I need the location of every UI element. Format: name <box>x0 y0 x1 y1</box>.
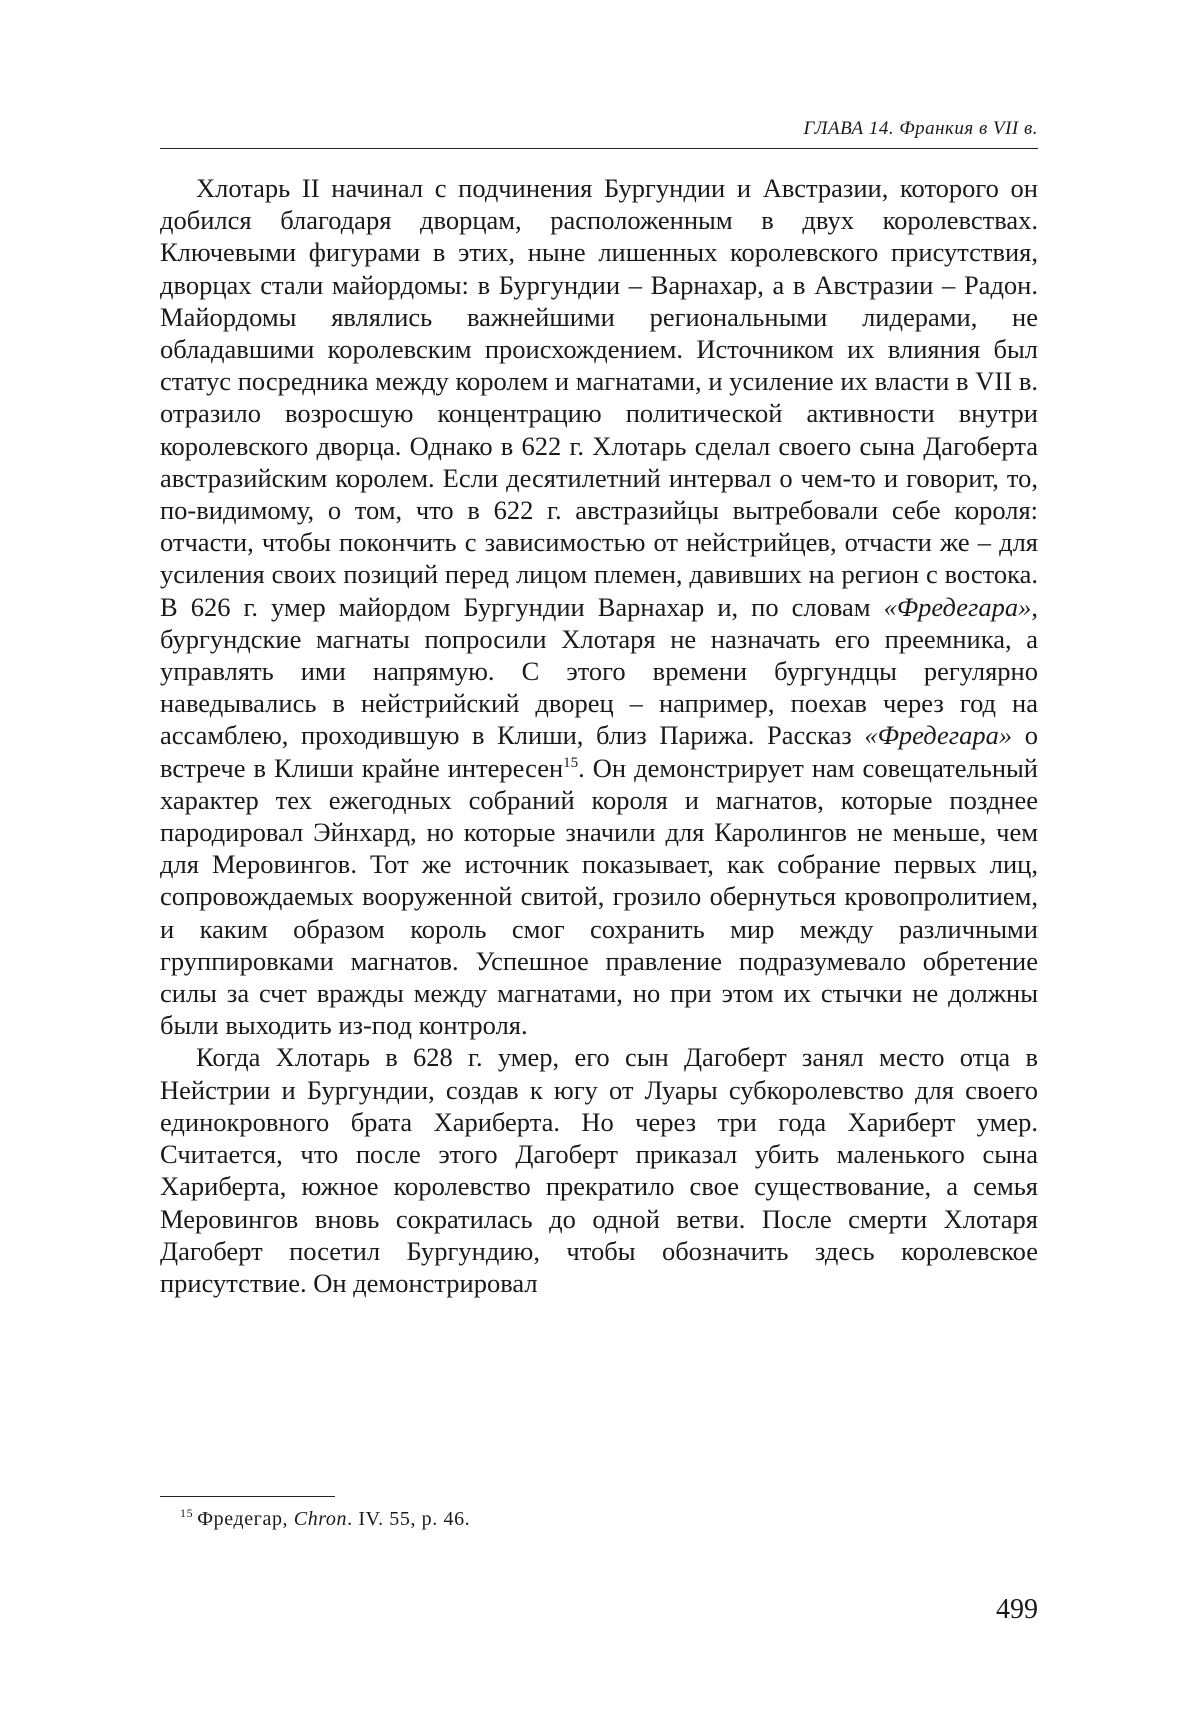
footnote-author: Фредегар, <box>197 1508 294 1530</box>
paragraph-1-part-a: Хлотарь II начинал с подчинения Бургундии и Австразии, которого он добился благодаря дворцам, расположенным в двух королевствах. Ключевыми фигурами в этих, ныне лишенных королевского присутствия, дворцах стали майордомы: в Бургундии – Варнахар, а в Австразии – Радон. Майордомы являлись важнейшими региональными лидерами, не обладавшими королевским происхождением. Источником их влияния был статус посредника между королем и магнатами, и усиление их власти в VII в. отразило возросшую концентрацию политической активности внутри королевского дворца. Однако в 622 г. Хлотарь сделал своего сына Дагоберта австразийским королем. Если десятилетний интервал о чем-то и говорит, то, по-видимому, о том, что в 622 г. австразийцы вытребовали себе короля: отчасти, чтобы покончить с зависимостью от нейстрийцев, отчасти же – для усиления своих позиций перед лицом племен, давивших на регион с востока. В 626 г. умер майордом Бургундии Варнахар и, по словам <box>160 173 1038 622</box>
header-rule <box>160 148 1038 149</box>
paragraph-1 <box>160 172 1038 1041</box>
footnote-ref: 15 <box>563 755 578 771</box>
paragraph-1-part-b: , бургундские магнаты попросили Хлотаря не назначать его преемника, а управлять ими напрямую. С этого времени бургундцы регулярно наведывались в нейстрийский дворец – например, поехав через год на ассамблею, проходившую в Клиши, близ Парижа. Рассказ <box>160 592 1038 751</box>
footnote-rule <box>160 1496 335 1497</box>
paragraph-1-part-d: . Он демонстрирует нам совещательный характер тех ежегодных собраний короля и магнатов, которые позднее пародировал Эйнхард, но которые значили для Каролингов не меньше, чем для Меровингов. Тот же источник показывает, как собрание первых лиц, сопровождаемых вооруженной свитой, грозило обернуться кровопролитием, и каким образом король смог сохранить мир между различными группировками магнатов. Успешное правление подразумевало обретение силы за счет вражды между магнатами, но при этом их стычки не должны были выходить из-под контроля. <box>160 753 1038 1041</box>
page-number: 499 <box>996 1594 1038 1626</box>
footnote-number: 15 <box>180 1506 193 1520</box>
source-title-fredegar: «Фредегара» <box>884 592 1032 622</box>
book-page <box>160 0 1038 1710</box>
main-text <box>160 172 1038 1299</box>
paragraph-1-part-c: о встрече в Клиши крайне интересен <box>160 720 1038 782</box>
footnote <box>180 1508 470 1531</box>
footnote-work: Chron <box>294 1508 347 1530</box>
paragraph-2: Когда Хлотарь в 628 г. умер, его сын Дагоберт занял место отца в Нейстрии и Бургундии, создав к югу от Луары субкоролевство для своего единокровного брата Хариберта. Но через три года Хариберт умер. Считается, что после этого Дагоберт приказал убить маленького сына Хариберта, южное королевство прекратило свое существование, а семья Меровингов вновь сократилась до одной ветви. После смерти Хлотаря Дагоберт посетил Бургундию, чтобы обозначить здесь королевское присутствие. Он демонстрировал <box>160 1041 1038 1299</box>
running-head: ГЛАВА 14. Франкия в VII в. <box>804 118 1038 140</box>
footnote-ref-detail: . IV. 55, p. 46. <box>347 1508 470 1530</box>
source-title-fredegar-2: «Фредегара» <box>864 720 1012 750</box>
